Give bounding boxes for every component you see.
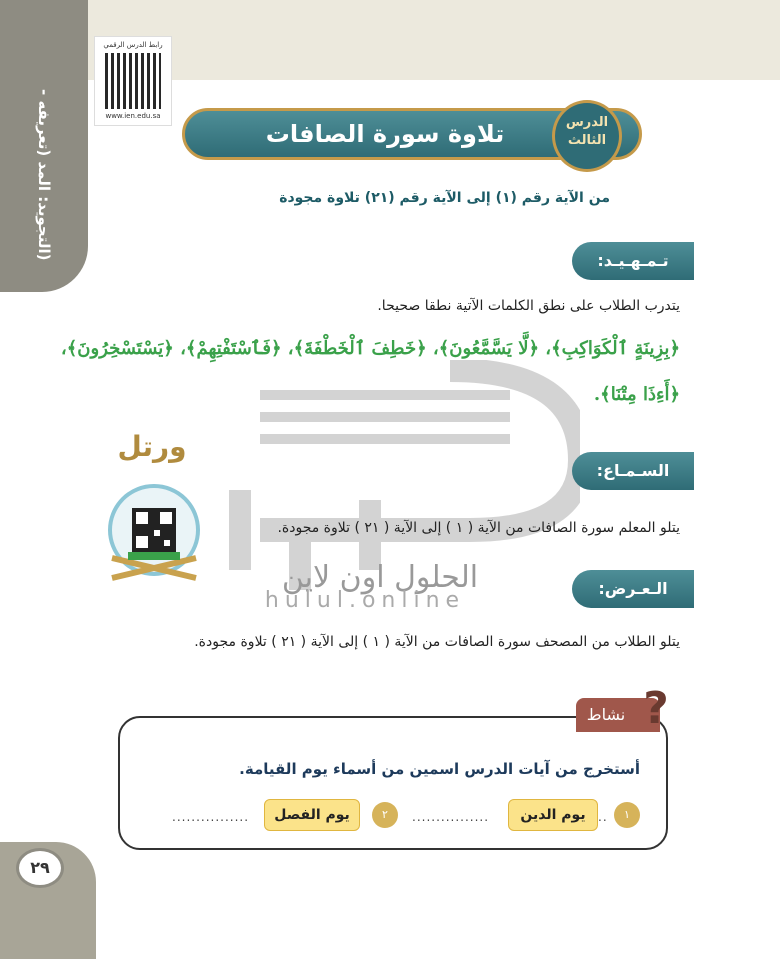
answer-field-2[interactable]: يوم الفصل: [264, 799, 360, 831]
section-label-present: الـعـرض:: [598, 579, 668, 598]
qr-title: رابط الدرس الرقمي: [103, 41, 163, 49]
question-mark-icon: ?: [643, 683, 669, 734]
lesson-qr-card[interactable]: [94, 36, 172, 126]
watermark-brand: الحلول اون لاين: [281, 560, 479, 595]
intro-text: يتدرب الطلاب على نطق الكلمات الآتية نطقا صحيحا.: [377, 298, 680, 314]
recite-qr-icon[interactable]: [102, 458, 206, 588]
answer-dots-1-short: ..: [598, 810, 608, 824]
section-label-listen: السـمـاع:: [596, 461, 670, 480]
lesson-badge-text: [552, 114, 622, 150]
present-text: يتلو الطلاب من المصحف سورة الصافات من الآية ( ١ ) إلى الآية ( ٢١ ) تلاوة مجودة.: [194, 634, 680, 650]
recite-label: ورتل: [117, 430, 187, 463]
section-label-intro: تـمـهـيـد:: [597, 251, 669, 270]
quran-words-line1: ﴿بِزِينَةٍ ٱلْكَوَاكِبِ﴾، ﴿لَّا يَسَّمَّعُونَ﴾، ﴿خَطِفَ ٱلْخَطْفَةَ﴾، ﴿فَٱسْتَفْتِهِمْ﴾، ﴿يَسْتَسْخِرُونَ﴾،: [60, 338, 680, 359]
answer-number-1: ١: [614, 802, 640, 828]
lesson-title: تلاوة سورة الصافات: [265, 120, 505, 148]
activity-instruction: أستخرج من آيات الدرس اسمين من أسماء يوم القيامة.: [239, 760, 640, 778]
section-tab-intro: [572, 242, 694, 280]
badge-line1: الدرس: [565, 115, 609, 130]
listen-text: يتلو المعلم سورة الصافات من الآية ( ١ ) إلى الآية ( ٢١ ) تلاوة مجودة.: [277, 520, 680, 536]
page-number: ٢٩: [16, 848, 64, 888]
lesson-subtitle: من الآية رقم (١) إلى الآية رقم (٢١) تلاوة مجودة: [279, 190, 610, 206]
quran-words-line2: ﴿أَءِذَا مِتْنَا﴾.: [593, 384, 680, 405]
section-tab-listen: [572, 452, 694, 490]
qr-url: www.ien.edu.sa: [105, 112, 161, 120]
answer-dots-2: ................: [172, 810, 250, 824]
badge-line2: الثالث: [567, 133, 607, 148]
answer-number-2: ٢: [372, 802, 398, 828]
qr-code-icon[interactable]: [105, 53, 161, 109]
answer-dots-1: ................: [412, 810, 490, 824]
section-tab-present: [572, 570, 694, 608]
answer-field-1[interactable]: يوم الدين: [508, 799, 598, 831]
unit-title: (التجويد: المد (تعريفه -: [35, 89, 53, 261]
activity-label: نشاط: [586, 705, 626, 724]
unit-sidebar: [0, 0, 88, 292]
watermark-url: hulul.online: [264, 588, 466, 613]
